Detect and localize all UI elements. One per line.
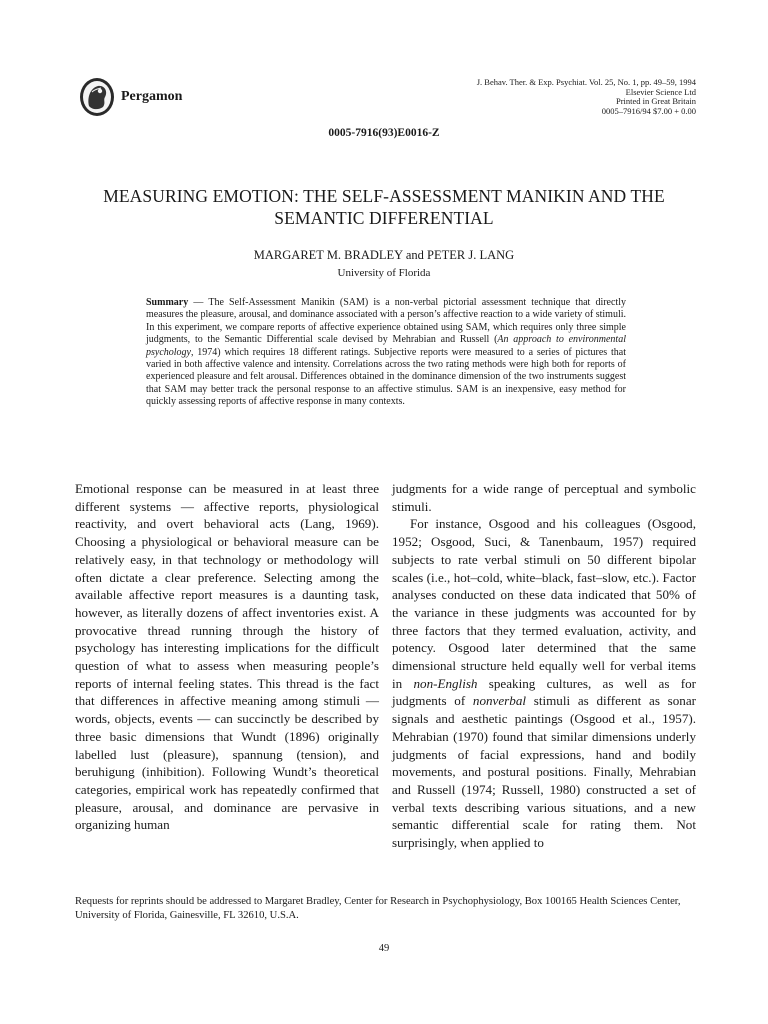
journal-info — [376, 78, 696, 116]
pergamon-emblem-icon — [78, 76, 116, 118]
summary-dash: — — [188, 297, 209, 308]
body-text: stimuli as different as sonar signals and aesthetic paintings (Osgood et al., 1957). Mehrabian (1970) found that similar dimensions underly judgments of facial expressions, hand and bodily movements, and postural positions. Finally, Mehrabian and Russell (1974; Russell, 1980) constructed a set of verbal texts describing various situations, and a new semantic differential scale for rating them. Not surprisingly, when applied to — [392, 693, 696, 851]
body-column-right — [392, 480, 696, 852]
summary-abstract — [146, 297, 626, 409]
body-paragraph-continuation: judgments for a wide range of perceptual and symbolic stimuli. — [392, 481, 696, 514]
body-emphasis: non-English — [413, 675, 478, 691]
summary-text-2: , 1974) which requires 18 different ratings. Subjective reports were measured to a series of pictures that varied in both affective valence and intensity. Correlations across the two rating methods were high both for reports of experienced pleasure and felt arousal. Differences obtained in the dominance dimension of the two instruments suggest that SAM may better track the personal response to an affective stimulus. SAM is an inexpensive, easy method for quickly assessing reports of affective response in many contexts. — [146, 346, 626, 408]
journal-citation: J. Behav. Ther. & Exp. Psychiat. Vol. 25, No. 1, pp. 49–59, 1994 — [476, 77, 696, 87]
summary-text-1: The Self-Assessment Manikin (SAM) is a non-verbal pictorial assessment technique that directly measures the pleasure, arousal, and dominance associated with a person’s affective reaction to a wide variety of stimuli. In this experiment, we compare reports of affective experience obtained using SAM, which requires only three simple judgments, to the Semantic Differential scale devised by Mehrabian and Russell ( — [146, 297, 626, 346]
copyright-line: Elsevier Science Ltd — [625, 86, 696, 97]
price-line: 0005–7916/94 $7.00 + 0.00 — [601, 105, 696, 116]
printed-line: Printed in Great Britain — [615, 96, 696, 106]
page-number: 49 — [378, 943, 390, 954]
author-list: MARGARET M. BRADLEY and PETER J. LANG — [253, 248, 515, 262]
publisher-logo — [78, 76, 182, 118]
publisher-name: Pergamon — [121, 89, 183, 104]
summary-label: Summary — [146, 297, 189, 308]
body-paragraph: Emotional response can be measured in at least three different systems — affective reports, physiological reactivity, and overt behavioral acts (Lang, 1969). Choosing a physiological or behavioral measure can be relatively easy, in that technology or methodology will often dictate a clear preference. Selecting among the available affective report measures is a daunting task, however, as literally dozens of affect inventories exist. A provocative thread running through the history of psychology has interesting implications for the difficult question of what to assess when measuring people’s reports of internal feeling states. This thread is the fact that differences in affective meaning among stimuli — words, objects, events — can succinctly be described by three basic dimensions that Wundt (1896) originally labelled lust (pleasure), spannung (tension), and beruhigung (inhibition). Following Wundt’s theoretical categories, empirical work has repeatedly confirmed that pleasure, arousal, and dominance are pervasive in organizing human — [75, 481, 379, 833]
affiliation: University of Florida — [337, 267, 431, 279]
body-column-left — [75, 480, 379, 834]
reprint-footnote: Requests for reprints should be addressed to Margaret Bradley, Center for Research in Psychophysiology, Box 100165 Health Sciences Center, University of Florida, Gainesville, FL 32610, U.S.A. — [75, 896, 681, 921]
body-text: For instance, Osgood and his colleagues (Osgood, 1952; Osgood, Suci, & Tanenbaum, 1957) required subjects to rate verbal stimuli on 50 different bipolar scales (i.e., hot–cold, white–black, fast–slow, etc.). Factor analyses conducted on these data indicated that 50% of the variance in these judgments was accounted for by three factors that they termed evaluation, activity, and potency. Osgood later determined that the same dimensional structure held equally well for verbal items in — [392, 516, 696, 691]
paper-title: MEASURING EMOTION: THE SELF-ASSESSMENT MANIKIN AND THE SEMANTIC DIFFERENTIAL — [103, 186, 665, 228]
body-emphasis: nonverbal — [472, 693, 526, 709]
summary-book-title: An approach to environmental psychology — [146, 334, 626, 358]
body-paragraph — [392, 515, 696, 851]
body-text: speaking cultures, as well as for judgments of — [392, 675, 696, 709]
article-code: 0005-7916(93)E0016-Z — [328, 127, 440, 139]
